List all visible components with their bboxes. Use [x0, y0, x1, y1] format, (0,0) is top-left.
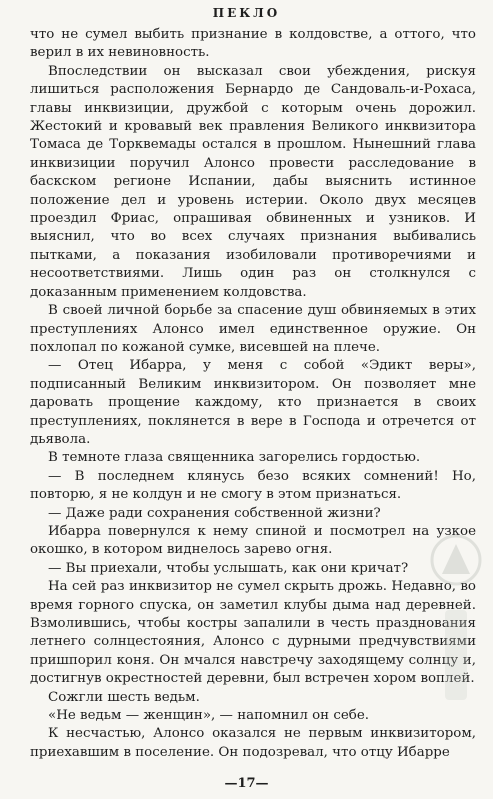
page-number: —17— [224, 776, 269, 791]
paragraph: — В последнем клянусь безо всяких сомнений! Но, повторю, я не колдун и не смогу в этом признаться. [30, 468, 476, 503]
watermark-logo [427, 470, 485, 720]
body-text [30, 26, 476, 762]
paragraph: Ибарра повернулся к нему спиной и посмотрел на узкое окошко, в котором виднелось зарево огня. [30, 523, 476, 558]
running-header-title: ПЕКЛО [212, 6, 281, 20]
paragraph: На сей раз инквизитор не сумел скрыть дрожь. Недавно, во время горного спуска, он заметил клубы дыма над деревней. Взмолившись, чтобы костры запалили в честь празднования летнего солнцестояния, Алонсо с дурными предчувствиями пришпорил коня. Он мчался навстречу заходящему солнцу и, достигнув окрестностей деревни, был встречен хором воплей. [30, 579, 476, 687]
paragraph: «Не ведьм — женщин», — напомнил он себе. [48, 708, 370, 724]
running-header [0, 6, 493, 20]
paragraph: — Вы приехали, чтобы услышать, как они кричат? [48, 560, 409, 576]
paragraph: — Даже ради сохранения собственной жизни? [48, 505, 381, 521]
paragraph: Впоследствии он высказал свои убеждения, рискуя лишиться расположения Бернардо де Сандоваль-и-Рохаса, главы инквизиции, дружбой с которым очень дорожил. Жестокий и кровавый век правления Великого инквизитора Томаса де Торквемады остался в прошлом. Нынешний глава инквизиции поручил Алонсо провести расследование в баскском регионе Испании, дабы выяснить истинное положение дел и уровень истерии. Около двух месяцев проездил Фриас, опрашивая обвиненных и узников. И выяснил, что во всех случаях признания выбивались пытками, а показания изобиловали противоречиями и несоответствиями. Лишь один раз он столкнулся с доказанным применением колдовства. [30, 63, 476, 300]
paragraph: что не сумел выбить признание в колдовстве, а оттого, что верил в их невиновность. [30, 27, 476, 61]
paragraph: Сожгли шесть ведьм. [48, 689, 200, 705]
paragraph: В своей личной борьбе за спасение душ обвиняемых в этих преступлениях Алонсо имел единственное оружие. Он похлопал по кожаной сумке, висевшей на плече. [30, 303, 476, 355]
paragraph: — Отец Ибарра, у меня с собой «Эдикт веры», подписанный Великим инквизитором. Он позволяет мне даровать прощение каждому, кто признается в своих преступлениях, поклянется в вере в Господа и отречется от дьявола. [30, 358, 476, 447]
paragraph: К несчастью, Алонсо оказался не первым инквизитором, приехавшим в поселение. Он подозревал, что отцу Ибарре [30, 726, 476, 760]
paragraph: В темноте глаза священника загорелись гордостью. [48, 450, 421, 466]
